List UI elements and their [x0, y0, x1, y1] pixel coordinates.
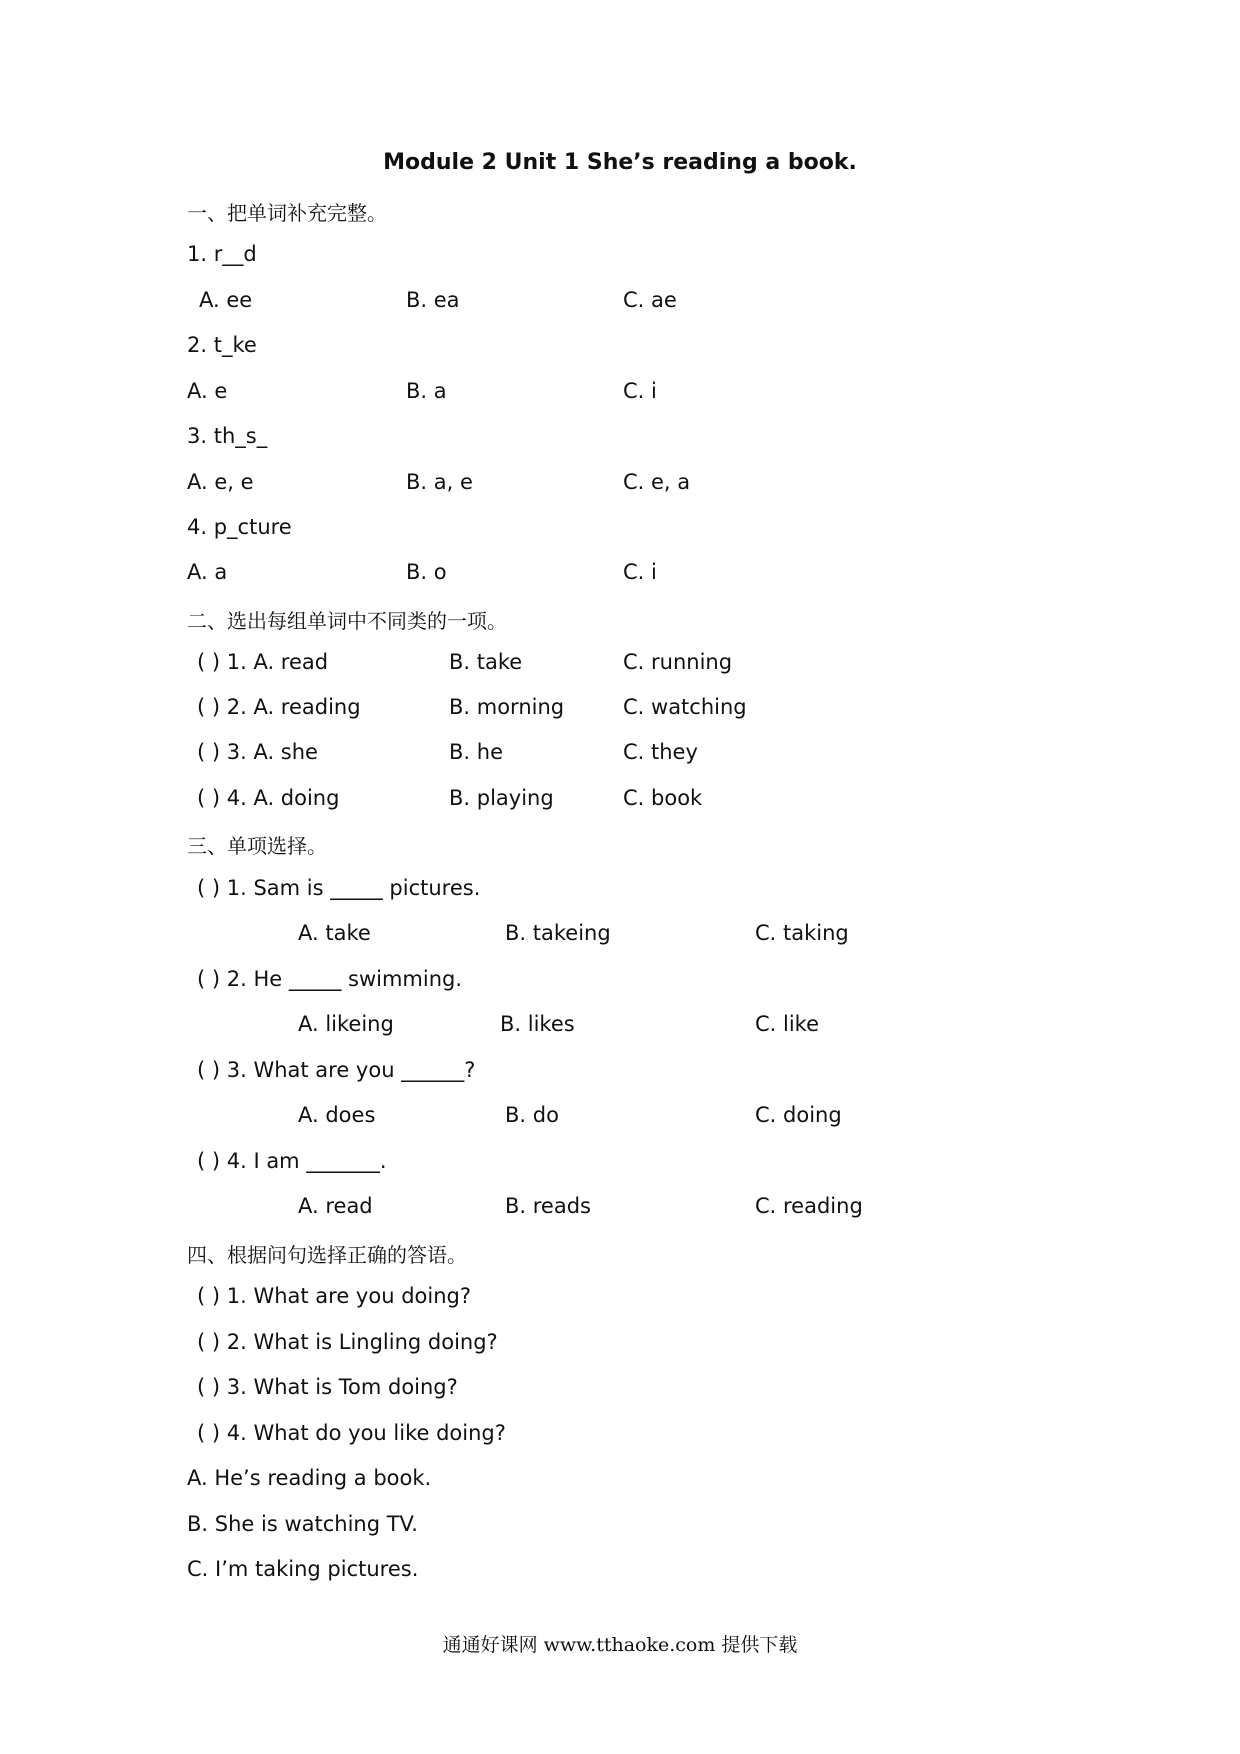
section-4-heading: 四、根据问句选择正确的答语。 [187, 1243, 467, 1267]
part2-q1-option-b: B. take [449, 650, 523, 674]
part1-q1-option-c: C. ae [623, 288, 677, 312]
part2-q4: ( ) 4. A. doing [197, 786, 340, 810]
part1-q4-option-c: C. i [623, 560, 657, 584]
part1-q1-option-b: B. ea [406, 288, 460, 312]
part3-q1-option-c: C. taking [755, 921, 849, 945]
part2-q3: ( ) 3. A. she [197, 740, 318, 764]
part3-q1: ( ) 1. Sam is _____ pictures. [197, 876, 481, 900]
section-1-heading: 一、把单词补充完整。 [187, 201, 387, 225]
part4-answer-c: C. I’m taking pictures. [187, 1557, 419, 1581]
part4-answer-b: B. She is watching TV. [187, 1512, 418, 1536]
part1-q3-option-c: C. e, a [623, 470, 691, 494]
part1-q2-option-c: C. i [623, 379, 657, 403]
part3-q3-option-c: C. doing [755, 1103, 842, 1127]
part3-q1-option-b: B. takeing [505, 921, 611, 945]
part1-q4: 4. p_cture [187, 515, 292, 539]
part4-question-2: ( ) 2. What is Lingling doing? [197, 1330, 498, 1354]
section-2-heading: 二、选出每组单词中不同类的一项。 [187, 609, 507, 633]
part1-q3-option-b: B. a, e [406, 470, 473, 494]
part1-q1: 1. r__d [187, 242, 257, 266]
part3-q4: ( ) 4. I am _______. [197, 1149, 387, 1173]
part3-q2: ( ) 2. He _____ swimming. [197, 967, 463, 991]
part3-q4-option-b: B. reads [505, 1194, 591, 1218]
part3-q3-option-a: A. does [298, 1103, 376, 1127]
part2-q1: ( ) 1. A. read [197, 650, 329, 674]
part2-q1-option-c: C. running [623, 650, 733, 674]
part3-q4-option-a: A. read [298, 1194, 373, 1218]
part3-q3-option-b: B. do [505, 1103, 559, 1127]
part4-answer-a: A. He’s reading a book. [187, 1466, 432, 1490]
part1-q4-option-a: A. a [187, 560, 228, 584]
part2-q4-option-b: B. playing [449, 786, 554, 810]
part2-q4-option-c: C. book [623, 786, 703, 810]
part2-q2: ( ) 2. A. reading [197, 695, 361, 719]
part1-q3-option-a: A. e, e [187, 470, 254, 494]
part4-question-1: ( ) 1. What are you doing? [197, 1284, 471, 1308]
part3-q2-option-c: C. like [755, 1012, 820, 1036]
part3-q4-option-c: C. reading [755, 1194, 863, 1218]
part1-q2-option-b: B. a [406, 379, 447, 403]
page-title: Module 2 Unit 1 She’s reading a book. [383, 150, 857, 175]
section-3-heading: 三、单项选择。 [187, 834, 327, 858]
part1-q3: 3. th_s_ [187, 424, 268, 448]
part3-q2-option-b: B. likes [500, 1012, 575, 1036]
part2-q2-option-b: B. morning [449, 695, 565, 719]
part2-q3-option-b: B. he [449, 740, 503, 764]
part1-q4-option-b: B. o [406, 560, 447, 584]
part1-q1-option-a: A. ee [199, 288, 253, 312]
part4-question-4: ( ) 4. What do you like doing? [197, 1421, 506, 1445]
part4-question-3: ( ) 3. What is Tom doing? [197, 1375, 458, 1399]
part1-q2: 2. t_ke [187, 333, 257, 357]
part2-q2-option-c: C. watching [623, 695, 747, 719]
part3-q2-option-a: A. likeing [298, 1012, 394, 1036]
page-footer: 通通好课网 www.tthaoke.com 提供下载 [442, 1634, 798, 1656]
part3-q1-option-a: A. take [298, 921, 371, 945]
part1-q2-option-a: A. e [187, 379, 228, 403]
part2-q3-option-c: C. they [623, 740, 698, 764]
part3-q3: ( ) 3. What are you ______? [197, 1058, 476, 1082]
